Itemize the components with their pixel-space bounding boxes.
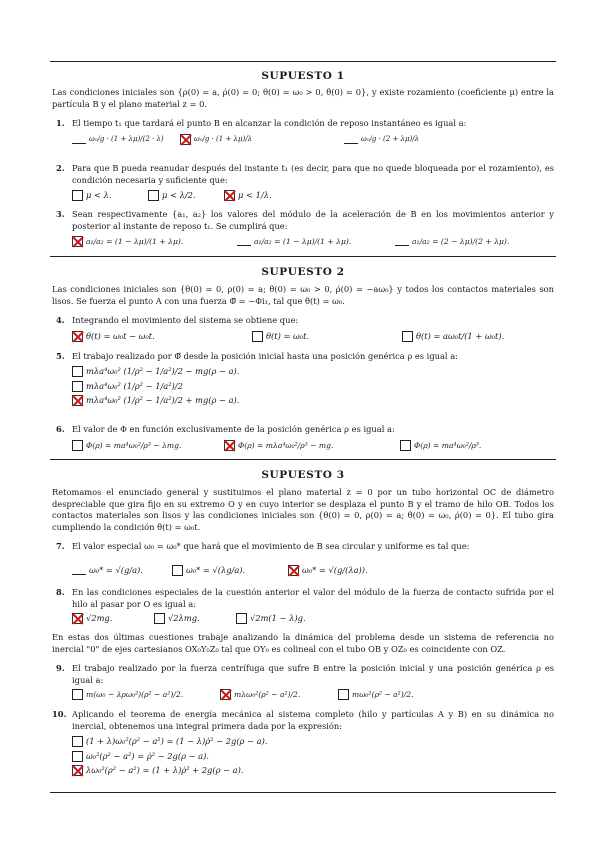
- option-label: ω₀* = √(λg/a).: [186, 565, 246, 575]
- option-label: λω₀²(ρ² − a²) = (1 + λ)ρ̇² + 2g(ρ − a).: [86, 765, 244, 775]
- question-text: Sean respectivamente {a₁, a₂} los valores del módulo de la aceleración de B en los movimientos anterior y posterior al instante de reposo t₁. Se cumplirá que:: [72, 209, 554, 231]
- option-10b[interactable]: [72, 751, 554, 763]
- answer-checkbox-checked[interactable]: [180, 134, 191, 145]
- answer-checkbox[interactable]: [236, 613, 247, 624]
- answer-checkbox[interactable]: [72, 751, 83, 762]
- answer-checkbox[interactable]: [72, 440, 83, 451]
- option-2c[interactable]: [224, 190, 304, 202]
- option-8a[interactable]: [72, 613, 154, 625]
- question-number: 5.: [56, 351, 65, 361]
- answer-checkbox-checked[interactable]: [72, 331, 83, 342]
- answer-checkbox[interactable]: [395, 238, 409, 246]
- option-8b[interactable]: [154, 613, 236, 625]
- option-label: ω₀/g · (1 + λμ)/λ: [194, 135, 253, 143]
- option-label: μ < 1/λ.: [238, 190, 272, 200]
- option-4c[interactable]: [402, 331, 552, 343]
- question-7: [52, 541, 554, 553]
- option-label: θ(t) = ω₀t − ω₀t.: [86, 331, 155, 341]
- option-2b[interactable]: [148, 190, 224, 202]
- option-1b[interactable]: [180, 134, 320, 146]
- section-title-supuesto-1: SUPUESTO 1: [261, 70, 345, 82]
- option-6b[interactable]: [224, 440, 400, 452]
- question-10-options: [72, 736, 554, 780]
- option-label: a₁/a₂ = (1 − λμ)/(1 + λμ).: [86, 237, 184, 246]
- question-5: [52, 351, 554, 363]
- option-9c[interactable]: [338, 689, 458, 701]
- answer-checkbox-checked[interactable]: [220, 689, 231, 700]
- answer-checkbox[interactable]: [237, 238, 251, 246]
- option-label: Φ(ρ) = mλa⁴ω₀²/ρ³ − mg.: [238, 441, 334, 450]
- option-2a[interactable]: [72, 190, 148, 202]
- question-number: 1.: [56, 118, 65, 128]
- question-10: [52, 709, 554, 732]
- option-label: mλa⁴ω₀² (1/ρ² − 1/a²)/2 + mg(ρ − a).: [86, 395, 240, 405]
- question-number: 6.: [56, 424, 65, 434]
- question-number: 4.: [56, 315, 65, 325]
- option-3b[interactable]: [237, 236, 395, 248]
- s2-intro: Las condiciones iniciales son {θ(0) = 0, ρ(0) = a; θ̇(0) = ω₀ > 0, ρ̇(0) = −aω₀} y todos los contactos materiales son lisos. Se fuerza el punto A con una fuerza Φ⃗ = −Φi₁, tal que θ̇(t) = ω₀.: [52, 284, 554, 306]
- answer-checkbox-checked[interactable]: [72, 395, 83, 406]
- option-7a[interactable]: [72, 565, 172, 577]
- option-label: ω₀/g · (2 + λμ)/λ: [361, 135, 420, 143]
- option-label: Φ(ρ) = ma⁴ω₀²/ρ³ − λmg.: [86, 441, 182, 450]
- question-2: [52, 163, 554, 186]
- question-number: 3.: [56, 209, 65, 219]
- question-text: El valor de Φ en función exclusivamente de la posición genérica ρ es igual a:: [72, 424, 395, 434]
- question-4: [52, 315, 554, 327]
- question-text: El valor especial ω₀ = ω₀* que hará que el movimiento de B sea circular y uniforme es tal que:: [72, 541, 470, 551]
- question-8: [52, 587, 554, 610]
- answer-checkbox[interactable]: [72, 736, 83, 747]
- option-9b[interactable]: [220, 689, 338, 701]
- option-label: mλa⁴ω₀² (1/ρ² − 1/a²)/2: [86, 380, 183, 391]
- answer-checkbox-checked[interactable]: [72, 236, 83, 247]
- option-label: √2m(1 − λ)g.: [250, 613, 306, 623]
- question-number: 7.: [56, 541, 65, 551]
- answer-checkbox[interactable]: [252, 331, 263, 342]
- question-6: [52, 424, 554, 436]
- question-text: En las condiciones especiales de la cuestión anterior el valor del módulo de la fuerza de contacto sufrida por el hilo al pasar por O es igual a:: [72, 587, 554, 609]
- option-1c[interactable]: [344, 134, 484, 146]
- answer-checkbox[interactable]: [172, 565, 183, 576]
- answer-checkbox[interactable]: [400, 440, 411, 451]
- question-1-options: [72, 134, 554, 146]
- option-5b[interactable]: [72, 381, 554, 393]
- question-4-options: [72, 331, 554, 343]
- answer-checkbox[interactable]: [154, 613, 165, 624]
- question-8-options: [72, 613, 554, 625]
- option-label: mω₀²(ρ² − a²)/2.: [352, 690, 414, 699]
- option-6a[interactable]: [72, 440, 224, 452]
- option-4a[interactable]: [72, 331, 252, 343]
- option-label: a₁/a₂ = (2 − λμ)/(2 + λμ).: [412, 237, 510, 246]
- option-label: θ(t) = ω₀t.: [266, 331, 310, 341]
- question-3-options: [72, 236, 554, 248]
- answer-checkbox[interactable]: [72, 567, 86, 575]
- question-text: Integrando el movimiento del sistema se obtiene que:: [72, 315, 299, 325]
- question-1: [52, 118, 554, 130]
- option-label: θ(t) = aω₀t/(1 + ω₀t).: [416, 331, 505, 341]
- s3-note: En estas dos últimas cuestiones trabaje analizando la dinámica del problema desde un sistema de referencia no inercial "0" de ejes cartesianos OX₀Y₀Z₀ tal que OY₀ es colineal con el tubo OB y OZ₀ es coincidente con OZ.: [52, 632, 554, 654]
- option-10c[interactable]: [72, 765, 554, 777]
- option-3a[interactable]: [72, 236, 237, 248]
- option-1a[interactable]: [72, 134, 162, 146]
- question-7-options: [72, 565, 554, 577]
- question-text: El trabajo realizado por la fuerza centrífuga que sufre B entre la posición inicial y una posición genérica ρ es igual a:: [72, 663, 554, 685]
- option-label: mλω₀²(ρ² − a²)/2.: [234, 690, 301, 699]
- option-label: μ < λ.: [86, 190, 112, 200]
- question-5-options: [72, 366, 554, 410]
- answer-checkbox[interactable]: [148, 190, 159, 201]
- option-5c[interactable]: [72, 395, 554, 407]
- option-label: Φ(ρ) = ma⁴ω₀²/ρ³.: [414, 441, 482, 450]
- answer-checkbox-checked[interactable]: [224, 440, 235, 451]
- option-label: ω₀/g · (1 + λμ)/(2 · λ): [89, 135, 164, 143]
- question-2-options: [72, 190, 554, 202]
- option-9a[interactable]: [72, 689, 220, 701]
- answer-checkbox[interactable]: [338, 689, 349, 700]
- answer-checkbox[interactable]: [72, 366, 83, 377]
- question-text: Para que B pueda reanudar después del instante t₁ (es decir, para que no quede bloqueada por el rozamiento), es condición necesaria y suficiente que:: [72, 163, 554, 185]
- s3-intro: Retomamos el enunciado general y sustituimos el plano material z = 0 por un tubo horizontal OC de diámetro despreciable que gira fijo en su extremo O y en cuyo interior se desplaza el punto B y el tramo de hilo OB. Todos los contactos materiales son lisos y las condiciones iniciales son {θ(0) = 0, ρ(0) = a; θ̇(0) = ω₀, ρ̇(0) = 0}. El tubo gira cumpliendo la condición θ̇(t) = ω₀t.: [52, 487, 554, 532]
- answer-checkbox[interactable]: [402, 331, 413, 342]
- question-text: El tiempo t₁ que tardará el punto B en alcanzar la condición de reposo instantáneo es igual a:: [72, 118, 467, 128]
- answer-checkbox-checked[interactable]: [72, 613, 83, 624]
- answer-checkbox-checked[interactable]: [72, 765, 83, 776]
- answer-checkbox[interactable]: [72, 381, 83, 392]
- answer-checkbox[interactable]: [72, 689, 83, 700]
- answer-checkbox[interactable]: [72, 190, 83, 201]
- option-10a[interactable]: [72, 736, 554, 748]
- option-label: a₁/a₂ = (1 − λμ)/(1 + λμ).: [254, 237, 352, 246]
- bottom-rule: [50, 792, 556, 793]
- answer-checkbox[interactable]: [344, 136, 358, 144]
- question-3: [52, 209, 554, 232]
- question-number: 9.: [56, 663, 65, 673]
- option-label: m(ω₀ − λρω₀²)(ρ² − a²)/2.: [86, 690, 184, 699]
- option-label: ω₀* = √(g/(λa)).: [302, 565, 368, 575]
- question-text: El trabajo realizado por Φ⃗ desde la posición inicial hasta una posición genérica ρ es igual a:: [72, 351, 458, 361]
- option-label: √2λmg.: [168, 613, 200, 623]
- option-5a[interactable]: [72, 366, 554, 378]
- section-rule: [50, 256, 556, 257]
- question-6-options: [72, 440, 554, 452]
- question-9-options: [72, 689, 554, 701]
- option-label: μ < λ/2.: [162, 190, 196, 200]
- option-label: ω₀²(ρ² − a²) = ρ̇² − 2g(ρ − a).: [86, 750, 210, 761]
- option-6c[interactable]: [400, 440, 540, 452]
- question-9: [52, 663, 554, 686]
- option-4b[interactable]: [252, 331, 402, 343]
- answer-checkbox-checked[interactable]: [224, 190, 235, 201]
- question-text: Aplicando el teorema de energía mecánica al sistema completo (hilo y partículas A y B) en su dinámica no inercial, obtenemos una integral primera dada por la expresión:: [72, 709, 554, 731]
- option-label: √2mg.: [86, 613, 113, 623]
- question-number: 8.: [56, 587, 65, 597]
- option-3c[interactable]: [395, 236, 553, 248]
- question-number: 10.: [52, 709, 67, 719]
- top-rule: [50, 61, 556, 62]
- option-8c[interactable]: [236, 613, 366, 625]
- section-title-supuesto-2: SUPUESTO 2: [261, 266, 345, 278]
- option-label: (1 + λ)ω₀²(ρ² − a²) = (1 − λ)ρ̇² − 2g(ρ − a).: [86, 736, 268, 746]
- s1-intro: Las condiciones iniciales son {ρ(0) = a, ρ̇(0) = 0; θ(0) = ω₀ > 0, θ̇(0) = 0}, y existe rozamiento (coeficiente μ) entre la partícula B y el plano material z = 0.: [52, 87, 554, 109]
- answer-checkbox-checked[interactable]: [288, 565, 299, 576]
- section-rule: [50, 459, 556, 460]
- option-label: ω₀* = √(g/a).: [89, 565, 143, 575]
- answer-checkbox[interactable]: [72, 136, 86, 144]
- option-label: mλa⁴ω₀² (1/ρ² − 1/a²)/2 − mg(ρ − a).: [86, 366, 240, 376]
- option-7c[interactable]: [288, 565, 408, 577]
- option-7b[interactable]: [172, 565, 288, 577]
- section-title-supuesto-3: SUPUESTO 3: [261, 469, 345, 481]
- question-number: 2.: [56, 163, 65, 173]
